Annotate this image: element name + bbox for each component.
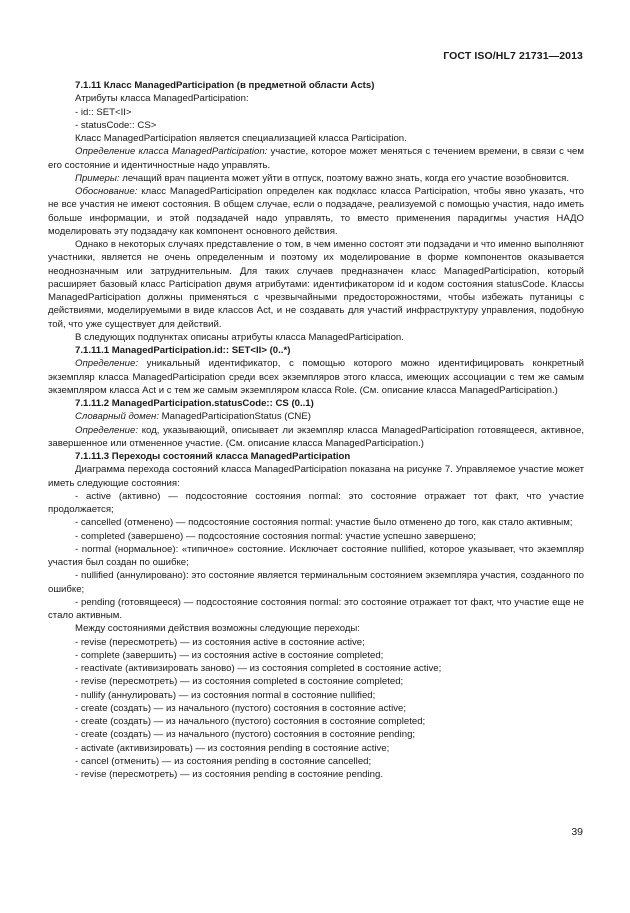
examples-label: Примеры: (75, 172, 120, 184)
transitions-intro: Между состояниями действия возможны следующие переходы: (75, 623, 360, 635)
rationale-paragraph (48, 185, 584, 238)
definition-label: Определение: (75, 358, 138, 370)
section-heading: 7.1.11 Класс ManagedParticipation (в предметной области Acts) (75, 80, 375, 91)
definition-paragraph (48, 424, 584, 451)
domain-label: Словарный домен: (75, 411, 159, 423)
transition-item: - create (создать) — из начального (пустого) состояния в состояние pending; (75, 729, 416, 741)
document-header: ГОСТ ISO/HL7 21731—2013 (443, 50, 583, 62)
rationale-text: класс ManagedParticipation определен как подкласс класса Participation, чтобы явно указать, что не все участия не имеют состояния. В общем случае, если о подзадаче, реализуемой с помощью участия, надо иметь больше информации, и этой подзадачей надо управлять, то вместо применения парадигмы участия НАДО моделировать эту подзадачу как компонент основного действия. (48, 186, 584, 237)
specialization-paragraph: Класс ManagedParticipation является специализацией класса Participation. (75, 133, 407, 144)
definition-text: участие, которое может меняться с течением времени, в связи с чем его состояние и идентичностные надо управлять. (48, 146, 584, 171)
domain-paragraph (48, 410, 584, 423)
attributes-intro: Атрибуты класса ManagedParticipation: (75, 93, 249, 105)
definition-label: Определение класса ManagedParticipation: (75, 146, 268, 158)
transition-item: - revise (пересмотреть) — из состояния completed в состояние completed; (75, 676, 404, 688)
attribute-item: - statusCode:: CS> (75, 119, 157, 131)
definition-text: уникальный идентификатор, с помощью которого можно идентифицировать конкретный экземпляр класса ManagedParticipation среди всех экземпляров этого класса, имеющих ассоциации с тем же самым экземпляром класса Act и с тем же самым экземпляром класса Role. (См. описание класса ManagedParticipation.) (48, 358, 584, 396)
transition-item: - cancel (отменить) — из состояния pending в состояние cancelled; (75, 755, 372, 767)
definition-label: Определение: (75, 424, 138, 436)
subsection-heading: 7.1.11.3 Переходы состояний класса ManagedParticipation (75, 451, 351, 462)
attribute-item: - id:: SET<II> (75, 106, 132, 118)
state-item: - completed (завершено) — подсостояние состояния normal: участие успешно завершено; (75, 530, 477, 542)
definition-text: код, указывающий, описывает ли экземпляр класса ManagedParticipation готовящееся, активное, завершенное или отмененное участие. (См. описание класса ManagedParticipation.) (48, 424, 584, 449)
transition-item: - complete (завершить) — из состояния active в состояние completed; (75, 649, 384, 661)
transition-item: - activate (активизировать) — из состояния pending в состояние active; (75, 742, 390, 754)
subsection-heading: 7.1.11.2 ManagedParticipation.statusCode:: CS (0..1) (75, 398, 314, 409)
transition-item: - create (создать) — из начального (пустого) состояния в состояние completed; (75, 716, 426, 727)
transition-item: - create (создать) — из начального (пустого) состояния в состояние active; (75, 702, 406, 714)
state-item: - normal (нормальное): «типичное» состояние. Исключает состояние nullified, которое указывает, что экземпляр участия был создан по ошибке; (48, 543, 584, 568)
state-item: - nullified (аннулировано): это состояние является терминальным состоянием экземпляра участия, созданного по ошибке; (48, 570, 584, 595)
examples-text: лечащий врач пациента может уйти в отпуск, поэтому важно знать, когда его участие возобновится. (119, 172, 569, 184)
state-item: - pending (готовящееся) — подсостояние состояния normal: это состояние отражает тот факт, что участие еще не стало активным. (48, 596, 584, 621)
states-intro: Диаграмма перехода состояний класса ManagedParticipation показана на рисунке 7. Управляемое участие может иметь следующие состояния: (48, 464, 584, 489)
transition-item: - nullify (аннулировать) — из состояния normal в состояние nullified; (75, 689, 376, 701)
domain-text: ManagedParticipationStatus (CNE) (158, 411, 311, 423)
definition-paragraph (48, 357, 584, 397)
page-number: 39 (571, 826, 583, 838)
rationale-label: Обоснование: (75, 186, 138, 197)
state-item: - active (активно) — подсостояние состояния normal: это состояние отражает тот факт, что участие продолжается; (48, 490, 584, 515)
page-content (48, 79, 584, 781)
transition-item: - revise (пересмотреть) — из состояния pending в состояние pending. (75, 769, 383, 780)
body-paragraph: Однако в некоторых случаях представление о том, в чем именно состоят эти подзадачи и что именно выполняют участники, является не очень определенным и поэтому их моделирование в форме компонентов оказывается неоднозначным или затруднительным. Для таких случаев предназначен класс ManagedParticipation, который расширяет базовый класс Participation двумя атрибутами: идентификатором id и кодом состояния statusCode. Классы ManagedParticipation должны применяться с чрезвычайными предосторожностями, чтобы избежать путаницы с действиями, моделируемыми в виде классов Act, и не создавать для участий инфраструктуру управления, подобную той, что уже существует для действий. (48, 239, 584, 330)
state-item: - cancelled (отменено) — подсостояние состояния normal: участие было отменено до того, как стало активным; (75, 517, 573, 529)
definition-paragraph (48, 145, 584, 172)
body-paragraph: В следующих подпунктах описаны атрибуты класса ManagedParticipation. (75, 331, 404, 343)
transition-item: - reactivate (активизировать заново) — из состояния completed в состояние active; (75, 663, 442, 674)
examples-paragraph (48, 172, 584, 185)
subsection-heading: 7.1.11.1 ManagedParticipation.id:: SET<II> (0..*) (75, 345, 291, 356)
transition-item: - revise (пересмотреть) — из состояния active в состояние active; (75, 636, 365, 648)
